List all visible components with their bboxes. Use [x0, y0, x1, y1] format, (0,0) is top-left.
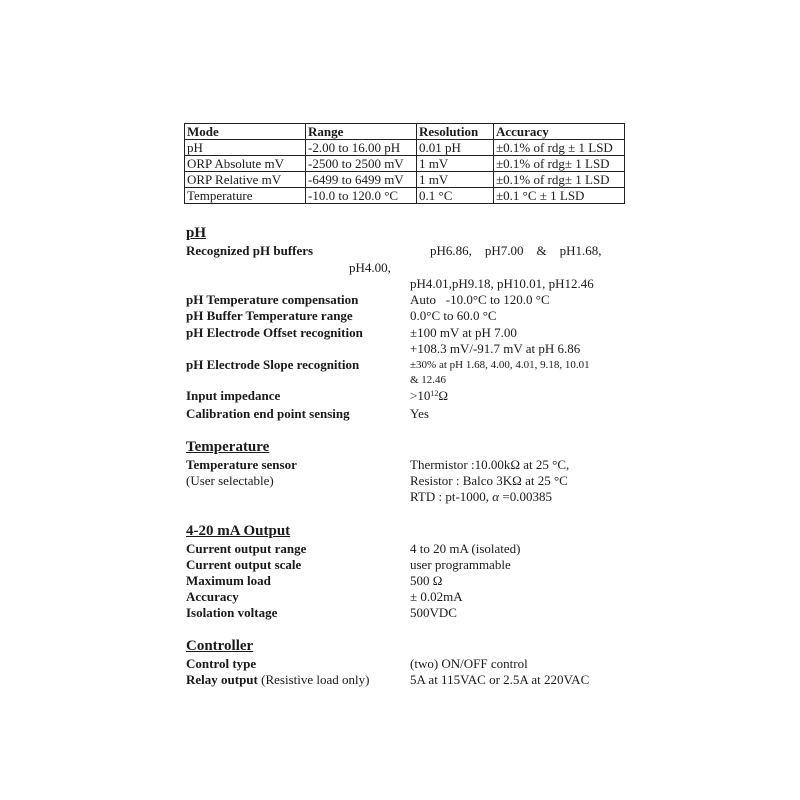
buffers-value-line1: pH6.86, pH7.00 & pH1.68, [430, 243, 602, 258]
impedance-base: >10 [410, 388, 431, 403]
table-row [185, 188, 625, 204]
ph-heading: pH [186, 225, 207, 241]
header-mode: Mode [185, 124, 306, 140]
rtd-suffix: =0.00385 [499, 489, 552, 504]
buffer-temp-label: pH Buffer Temperature range [186, 308, 353, 323]
endpoint-label: Calibration end point sensing [186, 406, 350, 421]
table-cell: ORP Relative mV [185, 172, 306, 188]
slope-value-line1: ±30% at pH 1.68, 4.00, 4.01, 9.18, 10.01 [410, 359, 590, 371]
impedance-label: Input impedance [186, 388, 281, 403]
table-cell: ±0.1 °C ± 1 LSD [494, 188, 625, 204]
impedance-unit: Ω [438, 388, 449, 403]
thermistor-value: Thermistor :10.00kΩ at 25 °C, [410, 457, 570, 472]
table-cell: ±0.1% of rdg ± 1 LSD [494, 140, 625, 156]
table-cell: ±0.1% of rdg± 1 LSD [494, 156, 625, 172]
table-row [185, 156, 625, 172]
table-row [185, 172, 625, 188]
table-cell: ORP Absolute mV [185, 156, 306, 172]
table-cell: pH [185, 140, 306, 156]
output-label: Maximum load [186, 573, 271, 588]
buffer-temp-value: 0.0°C to 60.0 °C [410, 308, 497, 323]
table-cell: -2500 to 2500 mV [306, 156, 417, 172]
impedance-exponent: 12 [430, 389, 439, 398]
output-value: 500 Ω [410, 573, 443, 588]
table-cell: 0.01 pH [417, 140, 494, 156]
header-resolution: Resolution [417, 124, 494, 140]
controller-heading: Controller [186, 638, 254, 654]
table-cell: 1 mV [417, 172, 494, 188]
offset-label: pH Electrode Offset recognition [186, 325, 363, 340]
offset-value-line2: +108.3 mV/-91.7 mV at pH 6.86 [410, 341, 581, 356]
resistor-value: Resistor : Balco 3KΩ at 25 °C [410, 473, 568, 488]
control-type-label: Control type [186, 656, 257, 671]
rtd-prefix: RTD : pt-1000, [410, 489, 493, 504]
table-row [185, 140, 625, 156]
output-label: Current output scale [186, 557, 302, 572]
spec-table [184, 123, 625, 204]
relay-output-note: (Resistive load only) [257, 672, 370, 687]
endpoint-value: Yes [410, 406, 429, 421]
output-label: Current output range [186, 541, 307, 556]
output-value: user programmable [410, 557, 511, 572]
buffers-value-line2: pH4.00, [349, 260, 391, 275]
user-selectable-label: (User selectable) [186, 473, 274, 488]
table-cell: Temperature [185, 188, 306, 204]
temp-comp-value: Auto -10.0°C to 120.0 °C [410, 292, 550, 307]
relay-output-label [186, 672, 369, 687]
table-header-row [185, 124, 625, 140]
output-value: ± 0.02mA [410, 589, 463, 604]
output-value: 500VDC [410, 605, 457, 620]
output-heading: 4-20 mA Output [186, 523, 291, 539]
rtd-value [410, 489, 552, 504]
output-label: Accuracy [186, 589, 239, 604]
impedance-value [410, 388, 448, 403]
relay-output-title: Relay output [186, 672, 258, 687]
table-cell: -10.0 to 120.0 °C [306, 188, 417, 204]
output-label: Isolation voltage [186, 605, 278, 620]
temperature-sensor-label: Temperature sensor [186, 457, 297, 472]
table-cell: ±0.1% of rdg± 1 LSD [494, 172, 625, 188]
table-cell: -6499 to 6499 mV [306, 172, 417, 188]
offset-value-line1: ±100 mV at pH 7.00 [410, 325, 517, 340]
buffers-label: Recognized pH buffers [186, 243, 314, 258]
header-range: Range [306, 124, 417, 140]
temp-comp-label: pH Temperature compensation [186, 292, 359, 307]
table-cell: 0.1 °C [417, 188, 494, 204]
alpha-symbol: α [492, 489, 500, 504]
relay-output-value: 5A at 115VAC or 2.5A at 220VAC [410, 672, 590, 687]
slope-label: pH Electrode Slope recognition [186, 357, 360, 372]
output-value: 4 to 20 mA (isolated) [410, 541, 521, 556]
control-type-value: (two) ON/OFF control [410, 656, 528, 671]
table-cell: -2.00 to 16.00 pH [306, 140, 417, 156]
temperature-heading: Temperature [186, 439, 270, 455]
buffers-value-line3: pH4.01,pH9.18, pH10.01, pH12.46 [410, 276, 594, 291]
slope-value-line2: & 12.46 [410, 374, 447, 386]
header-accuracy: Accuracy [494, 124, 625, 140]
table-cell: 1 mV [417, 156, 494, 172]
